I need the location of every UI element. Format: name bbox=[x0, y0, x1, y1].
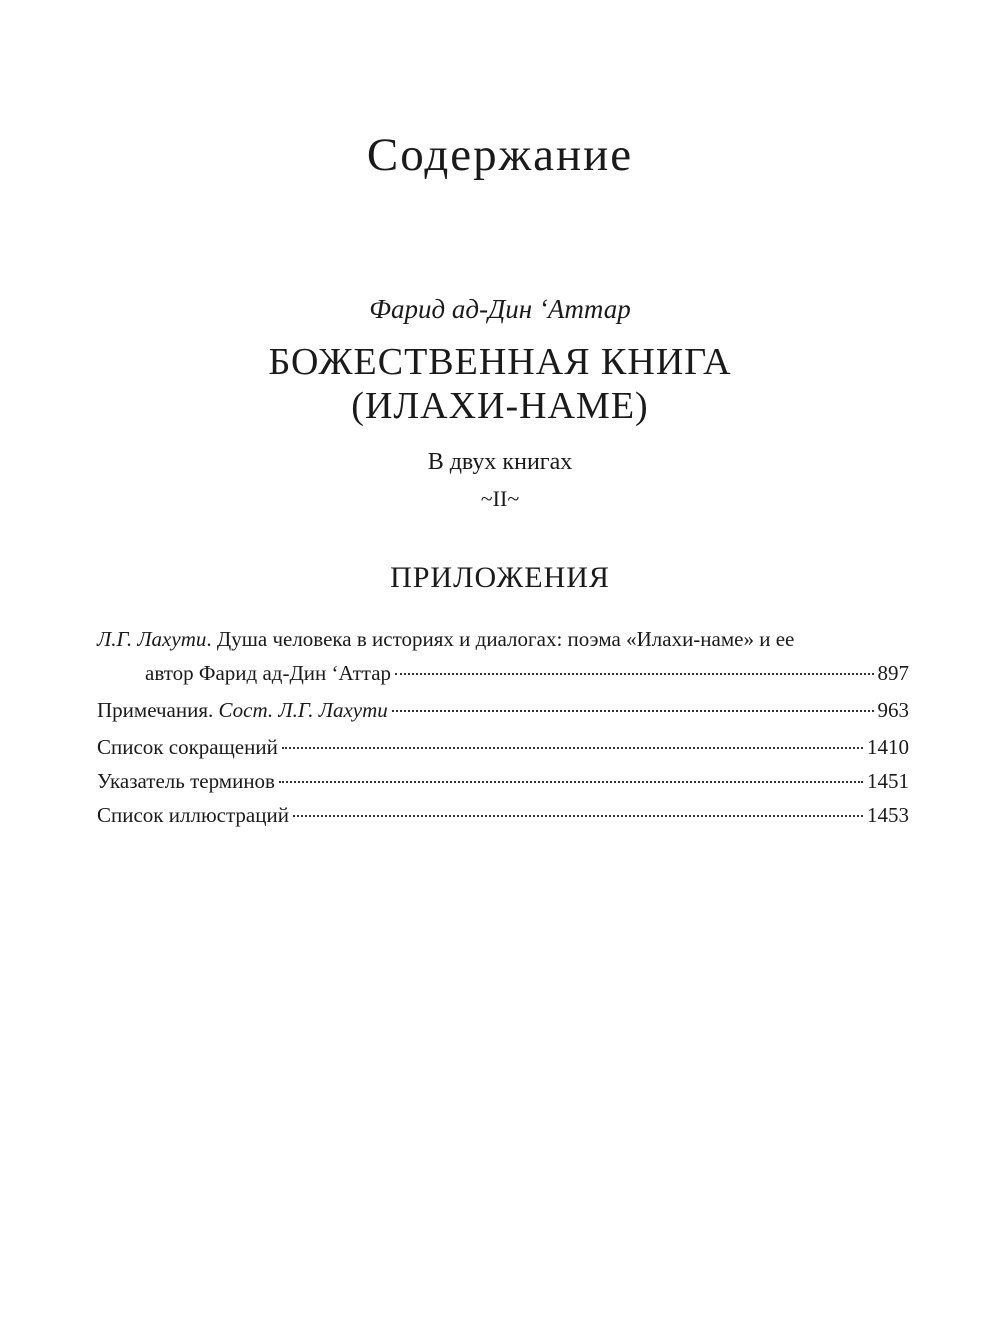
book-title-line: БОЖЕСТВЕННАЯ КНИГА bbox=[268, 341, 732, 383]
dot-leader bbox=[392, 709, 874, 712]
dot-leader bbox=[279, 780, 863, 783]
author-name: Фарид ад-Дин ‘Аттар bbox=[369, 294, 631, 324]
book-subtitle-line: (ИЛАХИ-НАМЕ) bbox=[351, 385, 649, 427]
toc-entry-title: Список сокращений bbox=[97, 735, 278, 759]
toc-entry-title: Список иллюстраций bbox=[97, 803, 289, 827]
volume-number: ~II~ bbox=[480, 486, 520, 511]
toc-entry-abbreviations[interactable] bbox=[97, 730, 909, 764]
toc-page-number: 1451 bbox=[867, 769, 909, 793]
toc-entry-title: Указатель терминов bbox=[97, 769, 275, 793]
toc-page-number: 897 bbox=[877, 661, 909, 685]
toc-page-number: 1410 bbox=[867, 735, 909, 759]
toc-entry-title: . Душа человека в историях и диалогах: поэма «Илахи-наме» и ее bbox=[206, 627, 795, 651]
toc-entry-essay-line1 bbox=[97, 622, 909, 656]
toc-entry-essay[interactable] bbox=[97, 622, 909, 690]
toc-entry-title-cont: автор Фарид ад-Дин ‘Аттар bbox=[145, 661, 392, 685]
table-of-contents bbox=[97, 622, 909, 832]
toc-entry-author: Л.Г. Лахути bbox=[97, 627, 207, 651]
toc-page-number: 963 bbox=[877, 698, 909, 722]
toc-page-number: 1453 bbox=[867, 803, 909, 827]
dot-leader bbox=[395, 672, 873, 675]
dot-leader bbox=[282, 746, 863, 749]
toc-entry-terms-index[interactable] bbox=[97, 764, 909, 798]
book-title bbox=[0, 340, 1000, 428]
toc-entry-compiler: Сост. Л.Г. Лахути bbox=[218, 698, 388, 722]
volumes-note: В двух книгах bbox=[427, 449, 573, 475]
page-title: Содержание bbox=[366, 129, 634, 181]
toc-entry-essay-line2 bbox=[97, 656, 909, 690]
dot-leader bbox=[293, 814, 863, 817]
toc-entry-title-main: Примечания. bbox=[97, 698, 219, 722]
toc-entry-illustrations[interactable] bbox=[97, 798, 909, 832]
section-title: ПРИЛОЖЕНИЯ bbox=[390, 561, 610, 594]
toc-entry-notes[interactable] bbox=[97, 693, 909, 727]
toc-entry-title bbox=[97, 693, 388, 727]
